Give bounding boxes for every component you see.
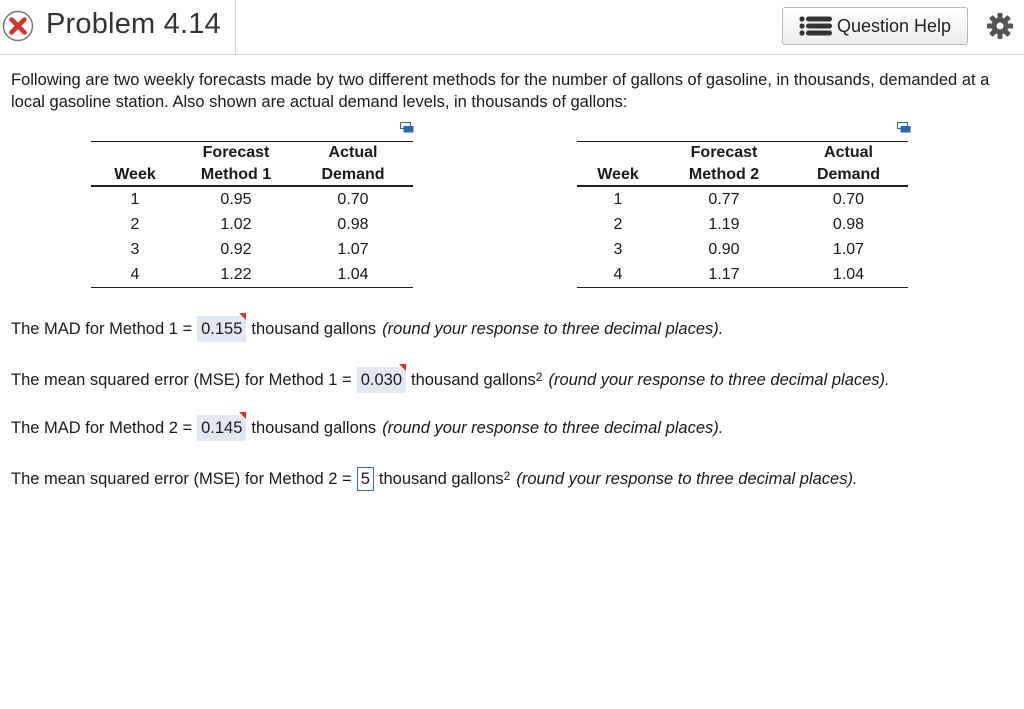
rounding-hint: (round your response to three decimal places).: [548, 370, 890, 389]
header-bar: [0, 0, 1024, 55]
unit-text: thousand gallons: [251, 319, 377, 338]
answer-input-mse-method-2[interactable]: 5: [357, 467, 374, 491]
answer-mad-method-2[interactable]: [197, 415, 246, 441]
forecast-cell: 0.90: [708, 240, 740, 258]
forecast-table-method-2: [577, 141, 908, 288]
question-prefix: The MAD for Method 1 =: [11, 319, 193, 338]
incorrect-x-icon: [2, 10, 34, 42]
header-actual: Actual: [824, 144, 873, 161]
actual-cell: 1.04: [293, 262, 413, 288]
table-row: [577, 212, 908, 237]
week-cell: 3: [613, 240, 623, 258]
problem-title: Problem 4.14: [46, 8, 221, 40]
header-week: Week: [577, 164, 659, 187]
answer-mad-method-1[interactable]: [197, 316, 246, 342]
question-mse-method-1: [11, 367, 890, 393]
question-prefix: The mean squared error (MSE) for Method 1 =: [11, 370, 352, 389]
actual-cell: 0.70: [337, 190, 369, 208]
table-row: [577, 237, 908, 262]
incorrect-flag-icon: [239, 313, 246, 320]
answer-value: 0.155: [201, 320, 243, 338]
header-method: Method 2: [659, 164, 789, 187]
forecast-cell: 0.92: [220, 240, 252, 258]
question-prefix: The MAD for Method 2 =: [11, 418, 193, 437]
header-forecast: Forecast: [202, 144, 270, 161]
forecast-cell: 1.19: [708, 215, 740, 233]
table-row: [91, 237, 413, 262]
rounding-hint: (round your response to three decimal places).: [382, 319, 724, 338]
copy-table-icon[interactable]: [897, 122, 911, 133]
actual-cell: 0.98: [832, 215, 865, 233]
question-help-label: Question Help: [836, 15, 952, 36]
answer-value: 0.030: [360, 371, 402, 389]
rounding-hint: (round your response to three decimal places).: [516, 469, 858, 488]
question-prefix: The mean squared error (MSE) for Method 2 =: [11, 469, 352, 488]
header-week: Week: [91, 164, 179, 187]
forecast-cell: 0.95: [220, 190, 252, 208]
actual-cell: 1.07: [337, 240, 369, 258]
list-icon: [799, 15, 833, 37]
forecast-cell: 0.77: [708, 190, 740, 208]
rounding-hint: (round your response to three decimal places).: [382, 418, 724, 437]
forecast-cell: 1.17: [659, 262, 789, 288]
week-cell: 2: [130, 215, 140, 233]
table-row: [577, 186, 908, 212]
header-actual: Actual: [328, 144, 378, 161]
question-mad-method-1: [11, 316, 723, 342]
actual-cell: 1.07: [832, 240, 865, 258]
unit-text: thousand gallons: [378, 469, 504, 488]
forecast-cell: 1.02: [220, 215, 252, 233]
header-demand: Demand: [293, 164, 413, 187]
table-row: [91, 212, 413, 237]
actual-cell: 0.70: [832, 190, 865, 208]
unit-exponent: 2: [535, 370, 543, 384]
unit-text: thousand gallons: [251, 418, 377, 437]
week-cell: 2: [613, 215, 623, 233]
header-forecast: Forecast: [690, 144, 758, 161]
header-demand: Demand: [789, 164, 908, 187]
gear-icon[interactable]: [986, 12, 1014, 40]
header-method: Method 1: [179, 164, 293, 187]
answer-mse-method-1[interactable]: [357, 367, 406, 393]
week-cell: 4: [91, 262, 179, 288]
question-mad-method-2: [11, 415, 723, 441]
copy-table-icon[interactable]: [400, 122, 414, 133]
unit-text: thousand gallons: [411, 370, 536, 389]
week-cell: 4: [577, 262, 659, 288]
title-divider: [235, 0, 236, 54]
incorrect-flag-icon: [239, 412, 246, 419]
incorrect-flag-icon: [399, 364, 406, 371]
week-cell: 1: [613, 190, 623, 208]
actual-cell: 0.98: [337, 215, 369, 233]
question-help-button[interactable]: [782, 7, 968, 45]
table-row: [577, 262, 908, 288]
actual-cell: 1.04: [789, 262, 908, 288]
week-cell: 3: [130, 240, 140, 258]
forecast-cell: 1.22: [179, 262, 293, 288]
question-mse-method-2: [11, 466, 858, 492]
table-row: [91, 262, 413, 288]
forecast-table-method-1: [91, 141, 413, 288]
table-row: [91, 186, 413, 212]
week-cell: 1: [130, 190, 140, 208]
unit-exponent: 2: [503, 469, 511, 483]
problem-statement: Following are two weekly forecasts made by two different methods for the number of gallons of gasoline, in thousands, demanded at a local gasoline station. Also shown are actual demand levels, in thousands of gallons:: [11, 71, 990, 111]
answer-value: 0.145: [201, 419, 243, 437]
